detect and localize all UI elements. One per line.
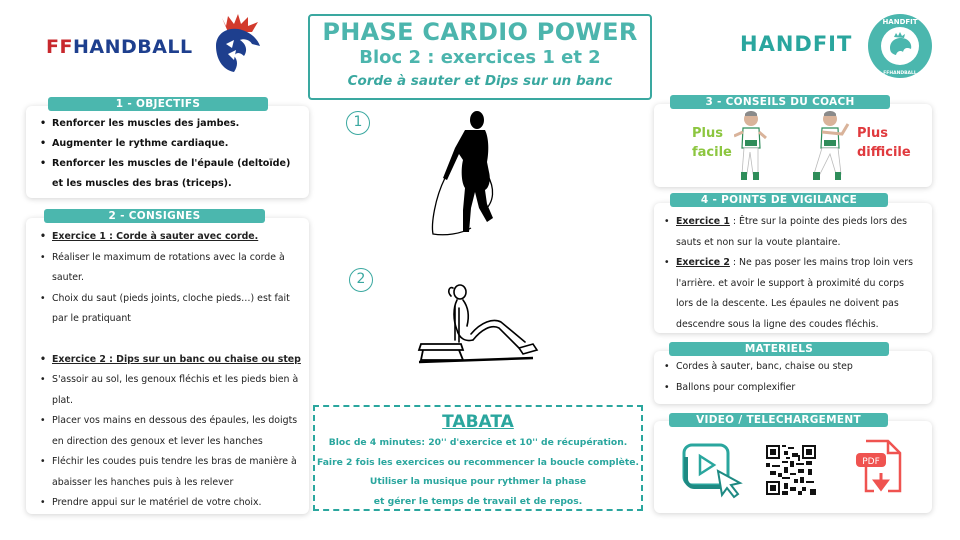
pdf-label: PDF: [862, 457, 880, 467]
materiel-item: • Cordes à sauter, banc, chaise ou step: [664, 357, 924, 378]
conseils-heading: 3 - CONSEILS DU COACH: [670, 95, 890, 109]
coach-easy-figure-icon: [734, 110, 768, 184]
consigne-item: • Prendre appui sur le matériel de votre choix.: [40, 493, 301, 514]
vigilance-item: • Exercice 2 : Ne pas poser les mains trop loin vers l'arrière. et avoir le support à proximité du corps lors de la descente. Les épaules ne doivent pas descendre sous la ligne des coudes fléchis.: [664, 253, 924, 335]
objectifs-list: [26, 106, 309, 194]
exercise-names: Corde à sauter et Dips sur un banc: [347, 73, 613, 89]
handfit-logo-text: HANDFIT: [740, 32, 853, 56]
harder-label: Plus difficile: [857, 126, 911, 160]
materiels-heading: MATERIELS: [669, 342, 889, 356]
materiel-item: • Ballons pour complexifier: [664, 378, 924, 399]
exercise2-title: • Exercice 2 : Dips sur un banc ou chaise ou step: [40, 350, 301, 371]
tabata-title: TABATA: [442, 412, 514, 432]
materiels-list: [654, 351, 932, 398]
vigilance-panel: [654, 203, 932, 333]
vigilance-item: • Exercice 1 : Être sur la pointe des pieds lors des sauts et non sur la voute plantaire.: [664, 212, 924, 253]
objectif-item: • Augmenter le rythme cardiaque.: [40, 134, 301, 154]
materiels-panel: [654, 351, 932, 404]
consignes-list: [26, 218, 309, 514]
ffhandball-logo: [46, 36, 193, 58]
ff-logo-name: HANDBALL: [72, 36, 193, 58]
ff-logo-prefix: FF: [46, 36, 73, 58]
rooster-logo-icon: [208, 12, 264, 76]
vigilance-heading: 4 - POINTS DE VIGILANCE: [670, 193, 888, 207]
video-heading: VIDEO / TELECHARGEMENT: [669, 413, 888, 427]
consignes-panel: [26, 218, 309, 514]
vigilance-list: [654, 203, 932, 335]
coach-hard-figure-icon: [812, 110, 852, 184]
badge-top-text: HANDFIT: [882, 18, 918, 26]
dips-figure-icon: [415, 278, 545, 368]
pdf-download-icon[interactable]: [854, 439, 906, 497]
objectif-item: • Renforcer les muscles des jambes.: [40, 114, 301, 134]
consigne-item: • S'assoir au sol, les genoux fléchis et les pieds bien à plat.: [40, 370, 301, 411]
video-play-icon[interactable]: [682, 443, 746, 501]
tabata-line: Bloc de 4 minutes: 20'' d'exercice et 10'' de récupération.: [328, 437, 628, 448]
tabata-line: Utiliser la musique pour rythmer la phase: [369, 476, 587, 487]
tabata-box: [313, 405, 643, 511]
qr-code-icon[interactable]: [766, 445, 816, 495]
conseils-panel: [654, 104, 932, 187]
badge-bottom-text: FFHANDBALL: [883, 71, 917, 76]
consigne-item: • Placer vos mains en dessous des épaules, les doigts en direction des genoux et lever les hanches: [40, 411, 301, 452]
jump-rope-figure-icon: [425, 108, 520, 248]
tabata-line: et gérer le temps de travail et de repos.: [373, 495, 583, 507]
objectif-item: • Renforcer les muscles de l'épaule (deltoïde) et les muscles des bras (triceps).: [40, 154, 301, 194]
consignes-heading: 2 - CONSIGNES: [44, 209, 265, 223]
page-title: PHASE CARDIO POWER: [322, 18, 638, 46]
consigne-item: • Réaliser le maximum de rotations avec la corde à sauter.: [40, 248, 301, 289]
step-number-2: 2: [349, 268, 373, 292]
objectifs-panel: [26, 106, 309, 198]
easier-label: Plus facile: [692, 126, 732, 160]
video-panel: [654, 421, 932, 513]
consigne-item: • Choix du saut (pieds joints, cloche pieds…) est fait par le pratiquant: [40, 289, 301, 330]
objectifs-heading: 1 - OBJECTIFS: [48, 97, 268, 111]
page-subtitle: Bloc 2 : exercices 1 et 2: [359, 47, 601, 68]
exercise1-title: • Exercice 1 : Corde à sauter avec corde.: [40, 227, 301, 248]
handfit-badge-icon: [866, 12, 934, 80]
step-number-1: 1: [346, 111, 370, 135]
consigne-item: • Fléchir les coudes puis tendre les bras de manière à abaisser les hanches puis à les relever: [40, 452, 301, 493]
tabata-line: Faire 2 fois les exercices ou recommencer la boucle complète.: [317, 456, 639, 468]
title-box: [308, 14, 652, 100]
